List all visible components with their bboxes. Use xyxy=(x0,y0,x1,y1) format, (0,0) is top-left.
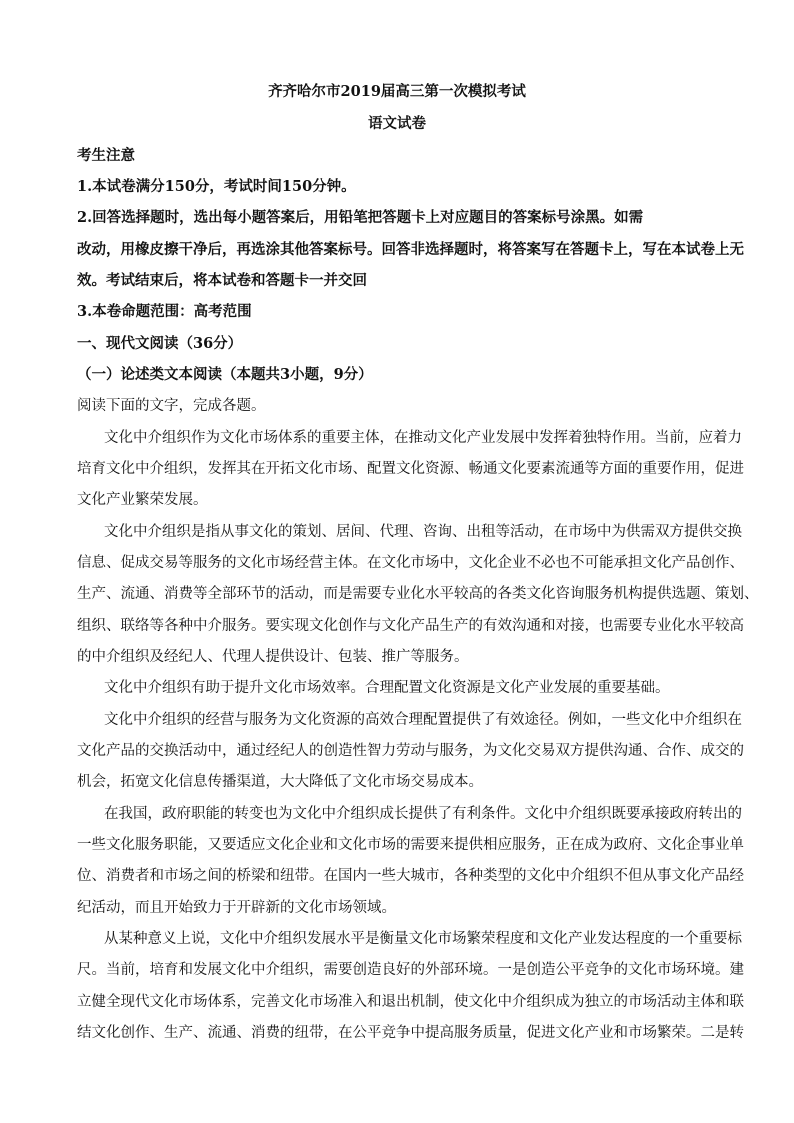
passage-line: 文化中介组织的经营与服务为文化资源的高效合理配置提供了有效途径。例如，一些文化中介组织在 xyxy=(104,712,742,728)
notice-item: 改动，用橡皮擦干净后，再选涂其他答案标号。回答非选择题时，将答案写在答题卡上，写在本试卷上无 xyxy=(77,241,744,258)
passage-line: 文化中介组织有助于提升文化市场效率。合理配置文化资源是文化产业发展的重要基础。 xyxy=(104,680,670,696)
exam-title: 齐齐哈尔市2019届高三第一次模拟考试 xyxy=(268,83,526,100)
passage-line: 的中介组织及经纪人、代理人提供设计、包装、推广等服务。 xyxy=(77,649,469,665)
exam-subtitle: 语文试卷 xyxy=(368,115,426,132)
passage-line: 生产、流通、消费等全部环节的活动，而是需要专业化水平较高的各类文化咨询服务机构提供选题、策划、 xyxy=(77,586,759,602)
notice-item: 2.回答选择题时，选出每小题答案后，用铅笔把答题卡上对应题目的答案标号涂黑。如需 xyxy=(77,209,644,226)
passage-line: 文化产品的交换活动中，通过经纪人的创造性智力劳动与服务，为文化交易双方提供沟通、合作、成交的 xyxy=(77,743,744,759)
passage-line: 尺。当前，培育和发展文化中介组织，需要创造良好的外部环境。一是创造公平竞争的文化市场环境。建 xyxy=(77,962,744,978)
passage-line: 组织、联络等各种中介服务。要实现文化创作与文化产品生产的有效沟通和对接，也需要专业化水平较高 xyxy=(77,618,744,634)
passage-line: 文化中介组织作为文化市场体系的重要主体，在推动文化产业发展中发挥着独特作用。当前，应着力 xyxy=(104,430,742,446)
reading-instruction: 阅读下面的文字，完成各题。 xyxy=(77,398,266,414)
passage-line: 文化产业繁荣发展。 xyxy=(77,492,208,508)
passage-line: 从某种意义上说，文化中介组织发展水平是衡量文化市场繁荣程度和文化产业发达程度的一个重要标 xyxy=(104,931,742,947)
section-heading: 一、现代文阅读（36分） xyxy=(77,335,243,352)
notice-item: 3.本卷命题范围：高考范围 xyxy=(77,303,252,320)
passage-line: 文化中介组织是指从事文化的策划、居间、代理、咨询、出租等活动，在市场中为供需双方提供交换 xyxy=(104,524,742,540)
passage-line: 在我国，政府职能的转变也为文化中介组织成长提供了有利条件。文化中介组织既要承接政府转出的 xyxy=(104,806,742,822)
subsection-heading: （一）论述类文本阅读（本题共3小题，9分） xyxy=(77,366,373,383)
passage-line: 一些文化服务职能，又要适应文化企业和文化市场的需要来提供相应服务，正在成为政府、文化企事业单 xyxy=(77,837,744,853)
passage-line: 机会，拓宽文化信息传播渠道，大大降低了文化市场交易成本。 xyxy=(77,774,483,790)
passage-line: 立健全现代文化市场体系，完善文化市场准入和退出机制，使文化中介组织成为独立的市场活动主体和联 xyxy=(77,994,744,1010)
passage-line: 培育文化中介组织，发挥其在开拓文化市场、配置文化资源、畅通文化要素流通等方面的重要作用，促进 xyxy=(77,461,744,477)
passage-line: 纪活动，而且开始致力于开辟新的文化市场领域。 xyxy=(77,900,396,916)
passage-line: 结文化创作、生产、流通、消费的纽带，在公平竞争中提高服务质量，促进文化产业和市场繁荣。二是转 xyxy=(77,1025,744,1041)
notice-item: 1.本试卷满分150分，考试时间150分钟。 xyxy=(77,178,356,195)
notice-heading: 考生注意 xyxy=(77,147,135,164)
passage-line: 位、消费者和市场之间的桥梁和纽带。在国内一些大城市，各种类型的文化中介组织不但从事文化产品经 xyxy=(77,868,744,884)
passage-line: 信息、促成交易等服务的文化市场经营主体。在文化市场中，文化企业不必也不可能承担文化产品创作、 xyxy=(77,555,744,571)
notice-item: 效。考试结束后，将本试卷和答题卡一并交回 xyxy=(77,272,367,289)
